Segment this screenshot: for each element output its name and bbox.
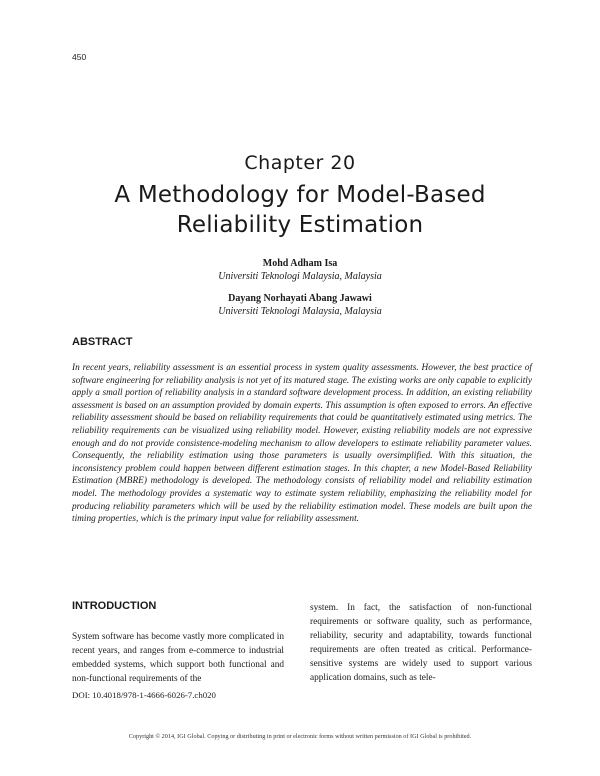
copyright-notice: Copyright © 2014, IGI Global. Copying or distributing in print or electronic forms without written permission of IGI Global is prohibited.	[128, 733, 472, 740]
introduction-heading: INTRODUCTION	[72, 600, 157, 612]
author-block-2	[0, 293, 600, 318]
author-affiliation: Universiti Teknologi Malaysia, Malaysia	[218, 270, 382, 282]
author-block-1	[0, 258, 600, 283]
author-affiliation: Universiti Teknologi Malaysia, Malaysia	[218, 305, 382, 317]
chapter-title: A Methodology for Model-Based Reliability Estimation	[114, 182, 486, 238]
page-number: 450	[72, 52, 87, 62]
abstract-heading: ABSTRACT	[72, 336, 133, 348]
abstract-text: In recent years, reliability assessment is an essential process in system quality assessments. However, the best practice of software engineering for reliability analysis is not yet of its matured stage. The existing works are only capable to explicitly apply a small portion of reliability analysis in a standard software development process. In addition, an existing reliability assessment is based on an assumption provided by domain experts. This assumption is often exposed to errors. An effective reliability assessment should be based on reliability requirements that could be quantitatively estimated using metrics. The reliability requirements can be visualized using reliability model. However, existing reliability models are not expressive enough and do not provide consistence-modeling mechanism to allow developers to estimate reliability parameter values. Consequently, the reliability estimation using those parameters is usually oversimplified. With this situation, the inconsistency problem could happen between different estimation stages. In this chapter, a new Model-Based Reliability Estimation (MBRE) methodology is developed. The methodology consists of reliability model and reliability estimation model. The methodology provides a systematic way to estimate system reliability, emphasizing the reliability model for producing reliability parameters which will be used by the reliability estimation model. These models are built upon the timing properties, which is the primary input value for reliability assessment.	[72, 363, 532, 525]
author-name: Mohd Adham Isa	[262, 258, 338, 269]
doi-footnote: DOI: 10.4018/978-1-4666-6026-7.ch020	[72, 690, 216, 700]
introduction-left-column: System software has become vastly more complicated in recent years, and ranges from e-commerce to industrial embedded systems, which support both functional and non-functional requirements of the	[72, 632, 284, 685]
author-name: Dayang Norhayati Abang Jawawi	[228, 293, 372, 304]
introduction-right-column: system. In fact, the satisfaction of non-functional requirements or software quality, such as performance, reliability, security and adaptability, towards functional requirements are often treated as critical. Performance-sensitive systems are widely used to support various application domains, such as tele-	[310, 603, 532, 684]
chapter-label: Chapter 20	[244, 152, 356, 174]
